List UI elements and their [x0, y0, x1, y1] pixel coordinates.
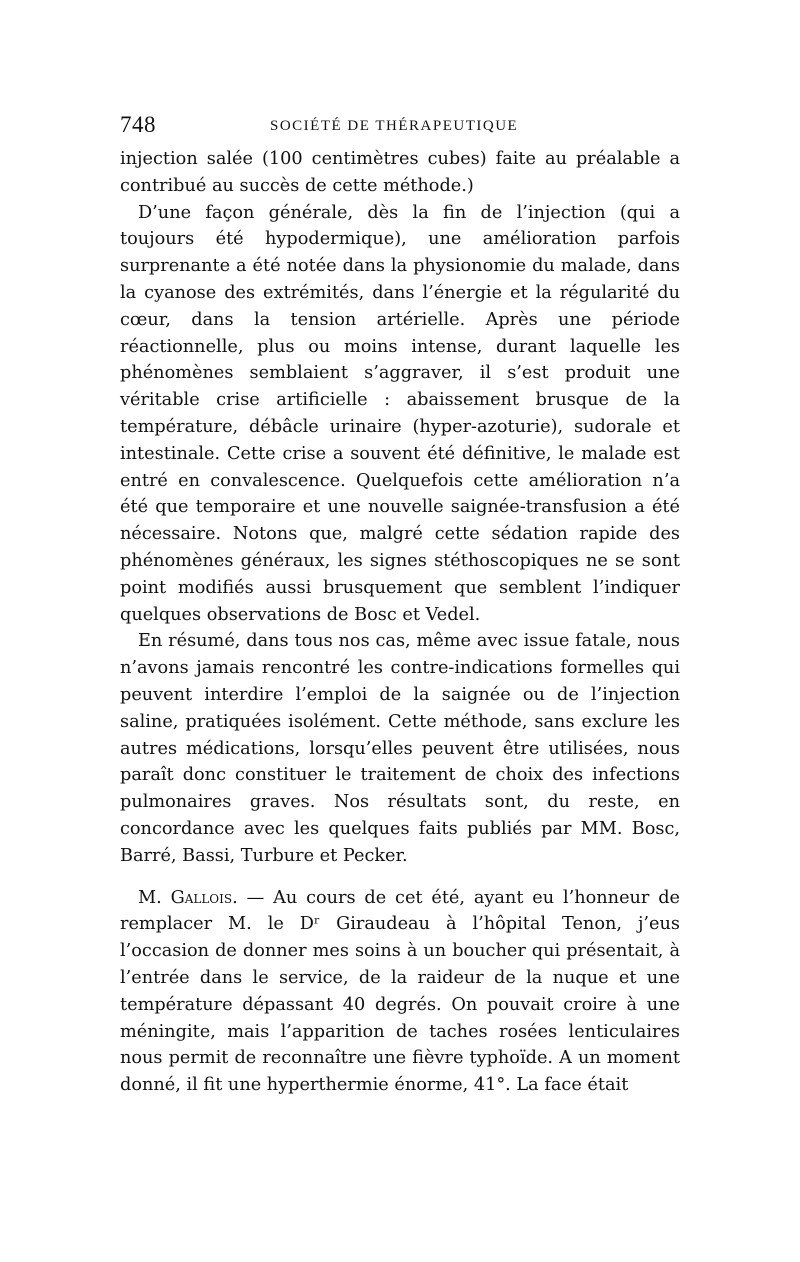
paragraph-gallois — [120, 885, 680, 1099]
paragraph-improvement: D’une façon générale, dès la fin de l’injection (qui a toujours été hypodermique), une amélioration parfois surprenante a été notée dans la physionomie du malade, dans la cyanose des extrémités, dans l’énergie et la régularité du cœur, dans la tension artérielle. Après une période réactionnelle, plus ou moins intense, durant laquelle les phénomènes semblaient s’aggraver, il s’est produit une véritable crise artificielle : abaissement brusque de la température, débâcle urinaire (hyper-azoturie), sudorale et intestinale. Cette crise a souvent été définitive, le malade est entré en convalescence. Quelquefois cette amélioration n’a été que temporaire et une nouvelle saignée-transfusion a été nécessaire. Notons que, malgré cette sédation rapide des phénomènes généraux, les signes stéthoscopiques ne se sont point modifiés aussi brusquement que semblent l’indiquer quelques observations de Bosc et Vedel. — [120, 202, 680, 625]
body-text — [120, 146, 680, 1099]
paragraph-summary: En résumé, dans tous nos cas, même avec issue fatale, nous n’avons jamais rencontré les contre-indications formelles qui peuvent interdire l’emploi de la saignée ou de l’injection saline, pratiquées isolément. Cette méthode, sans exclure les autres médications, lorsqu’elles peuvent être utilisées, nous paraît donc constituer le traitement de choix des infections pulmonaires graves. Nos résultats sont, du reste, en concordance avec les quelques faits publiés par MM. Bosc, Barré, Bassi, Turbure et Pecker. — [120, 631, 680, 866]
gallois-text: . — Au cours de cet été, ayant eu l’honneur de remplacer M. le Dʳ Giraudeau à l’hôpital Tenon, j’eus l’occasion de donner mes soins à un boucher qui présentait, à l’entrée dans le service, de la raideur de la nuque et une température dépassant 40 degrés. On pouvait croire à une méningite, mais l’apparition de taches rosées lenticulaires nous permit de reconnaître une fièvre typhoïde. A un moment donné, il fit une hyperthermie énorme, 41°. La face était — [120, 887, 681, 1096]
speaker-prefix: M. — [138, 887, 171, 908]
paragraph-continuation: injection salée (100 centimètres cubes) faite au préalable a contribué au succès de cette méthode.) — [120, 149, 680, 196]
page-number: 748 — [120, 112, 156, 137]
book-page — [120, 112, 680, 1099]
running-head — [120, 112, 680, 146]
journal-title: SOCIÉTÉ DE THÉRAPEUTIQUE — [270, 118, 519, 134]
speaker-name: Gallois — [170, 887, 233, 908]
